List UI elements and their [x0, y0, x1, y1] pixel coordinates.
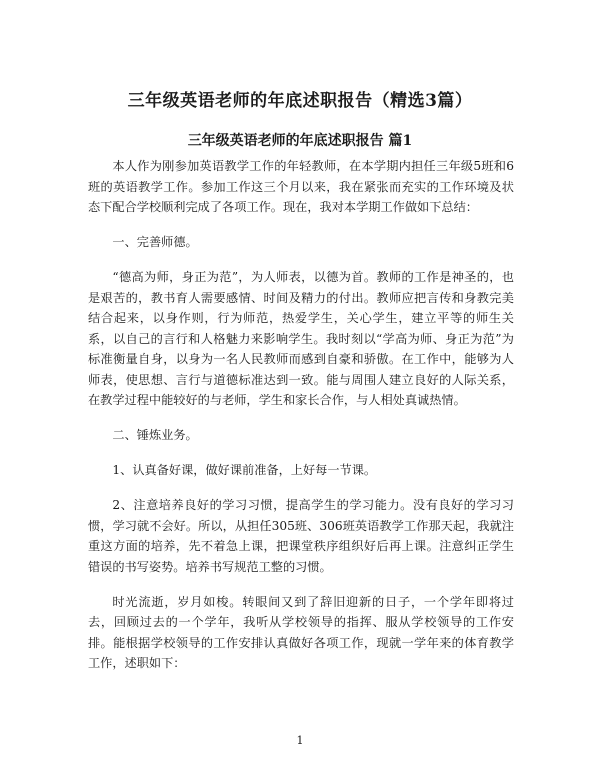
- document-title: 三年级英语老师的年底述职报告（精选3篇）: [127, 91, 473, 111]
- paragraph-study-habits: 2、注意培养良好的学习习惯，提高学生的学习能力。没有良好的学习习惯，学习就不会好。所以，从担任305班、306班英语教学工作那天起，我就注重这方面的培养，先不着急上课，把课堂秩序组织好后再上课。注意纠正学生错误的书写姿势。培养书写规范工整的习惯。: [88, 498, 514, 574]
- heading-skills: 二、锤炼业务。: [112, 428, 198, 442]
- paragraph-lesson-prep: 1、认真备好课，做好课前准备，上好每一节课。: [112, 463, 377, 477]
- page-number: 1: [296, 734, 304, 747]
- paragraph-ethics: “德高为师，身正为范”，为人师表，以德为首。教师的工作是神圣的，也是艰苦的，教书育人需要感情、时间及精力的付出。教师应把言传和身教完美结合起来，以身作则，行为师范，热爱学生，关心学生，建立平等的师生关系，以自己的言行和人格魅力来影响学生。我时刻以“学高为师、身正为范”为标准衡量自身，以身为一名人民教师而感到自豪和骄傲。在工作中，能够为人师表，使思想、言行与道德标准达到一致。能与周围人建立良好的人际关系，在教学过程中能较好的与老师，学生和家长合作，与人相处真诚热情。: [88, 270, 514, 407]
- section-title: 三年级英语老师的年底述职报告 篇1: [187, 133, 413, 149]
- paragraph-year-review: 时光流逝，岁月如梭。转眼间又到了辞旧迎新的日子，一个学年即将过去，回顾过去的一个学年，我听从学校领导的指挥、服从学校领导的工作安排。能根据学校领导的工作安排认真做好各项工作，现就一学年来的体育教学工作，述职如下：: [88, 594, 514, 670]
- paragraph-intro: 本人作为刚参加英语教学工作的年轻教师，在本学期内担任三年级5班和6班的英语教学工作。参加工作这三个月以来，我在紧张而充实的工作环境及状态下配合学校顺利完成了各项工作。现在，我对本学期工作做如下总结：: [88, 159, 514, 214]
- document-body: [88, 156, 514, 688]
- heading-ethics: 一、完善师德。: [112, 235, 198, 249]
